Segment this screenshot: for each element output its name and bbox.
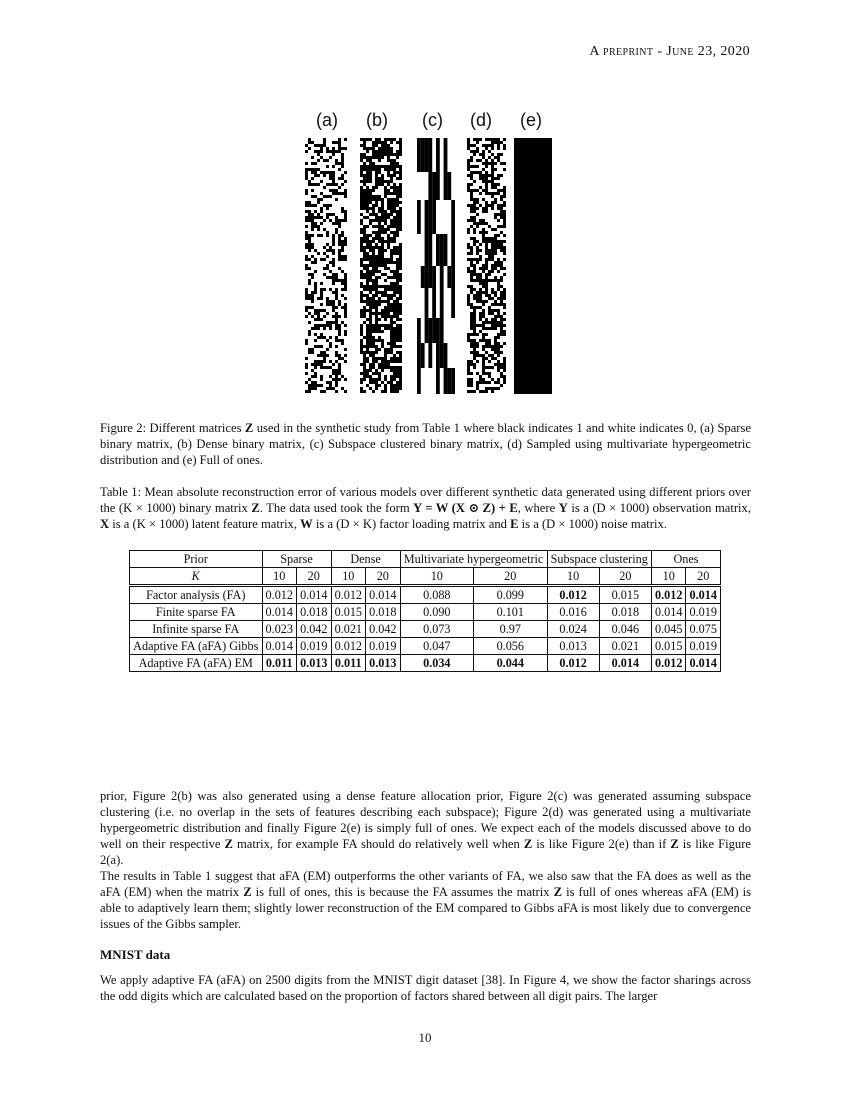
- table-k-row: [130, 568, 721, 586]
- paragraph-symbol: Z: [553, 885, 563, 899]
- table-cell-value: 0.014: [686, 655, 721, 672]
- table-cell-value: 0.088: [400, 586, 473, 604]
- table-header-prior: Prior: [130, 551, 263, 568]
- table-k-value: 10: [331, 568, 366, 586]
- table-header-group: Multivariate hypergeometric: [400, 551, 547, 568]
- table-header-group: Subspace clustering: [547, 551, 651, 568]
- table-cell-value: 0.97: [474, 621, 547, 638]
- table-cell-value: 0.021: [599, 638, 651, 655]
- table-caption-text: is a (D × K) factor loading matrix and: [312, 517, 511, 531]
- table-caption-text: , where: [517, 501, 559, 515]
- table-k-value: 20: [297, 568, 332, 586]
- table-cell-value: 0.014: [262, 638, 297, 655]
- figure-caption-rest: used in the synthetic study from Table 1 where black indicates 1 and white indicates 0, (a) Sparse binary matrix, (b) Dense binary matrix, (c) Subspace clustered binary matrix, (d) Sampled using multivariate hypergeometric distribution and (e) Full of ones.: [100, 421, 751, 467]
- table-cell-value: 0.015: [331, 604, 366, 621]
- table-k-value: 20: [366, 568, 401, 586]
- table-cell-value: 0.012: [331, 586, 366, 604]
- paragraph-results: [100, 868, 751, 932]
- table-cell-value: 0.012: [547, 586, 599, 604]
- table-cell-value: 0.099: [474, 586, 547, 604]
- table-cell-value: 0.013: [366, 655, 401, 672]
- table-cell-value: 0.012: [262, 586, 297, 604]
- table-cell-value: 0.011: [262, 655, 297, 672]
- table-cell-value: 0.023: [262, 621, 297, 638]
- paragraph-symbol: Z: [243, 885, 252, 899]
- figure-caption-prefix: Figure 2: Different matrices: [100, 421, 245, 435]
- table-caption-symbol: Y: [558, 501, 568, 515]
- matrix-panel-a: [305, 138, 347, 394]
- table-row-model-name: Finite sparse FA: [130, 604, 263, 621]
- matrix-panel-c: [417, 138, 455, 394]
- table-k-value: 20: [474, 568, 547, 586]
- table-cell-value: 0.015: [599, 586, 651, 604]
- paragraph-text: is like Figure 2(a).: [100, 837, 751, 867]
- running-header: [589, 44, 750, 60]
- paragraph-text: is full of ones whereas aFA (EM) is able to adaptively learn them; slightly lower reconstruction of the EM compared to Gibbs aFA is most likely due to convergence issues of the Gibbs sampler.: [100, 885, 751, 931]
- table-cell-value: 0.019: [366, 638, 401, 655]
- table-cell-value: 0.044: [474, 655, 547, 672]
- header-separator: -: [653, 44, 667, 59]
- figure-label-e: (e): [520, 110, 542, 130]
- table-cell-value: 0.073: [400, 621, 473, 638]
- table-header-row: [130, 551, 721, 568]
- table-cell-value: 0.019: [297, 638, 332, 655]
- table-caption-symbol: Z: [251, 501, 260, 515]
- table-cell-value: 0.015: [651, 638, 686, 655]
- table-caption-text: . The data used took the form: [259, 501, 414, 515]
- table-cell-value: 0.042: [297, 621, 332, 638]
- matrix-panel-e: [514, 138, 552, 394]
- table-row: [130, 586, 721, 604]
- table-cell-value: 0.012: [651, 655, 686, 672]
- table-caption-text: is a (D × 1000) observation matrix,: [567, 501, 751, 515]
- header-date: June 23, 2020: [666, 44, 750, 59]
- table-cell-value: 0.013: [297, 655, 332, 672]
- table-caption-equation: Y = W (X ⊙ Z) + E: [413, 501, 518, 515]
- table-cell-value: 0.018: [297, 604, 332, 621]
- table-caption-text: Table 1: Mean absolute reconstruction error of various models over different synthetic data generated using different priors over the (K × 1000) binary matrix: [100, 485, 751, 515]
- paragraph-text: is full of ones, this is because the FA assumes the matrix: [251, 885, 554, 899]
- table-cell-value: 0.012: [651, 586, 686, 604]
- page-number: 10: [418, 1030, 432, 1045]
- table-cell-value: 0.056: [474, 638, 547, 655]
- paragraph-text: The results in Table 1 suggest that aFA (EM) outperforms the other variants of FA, we also saw that the FA does as well as the aFA (EM) when the matrix: [100, 869, 751, 899]
- table-row: [130, 604, 721, 621]
- figure-label-b: (b): [366, 110, 388, 130]
- table-cell-value: 0.024: [547, 621, 599, 638]
- table-k-value: 10: [651, 568, 686, 586]
- table-k-value: 20: [686, 568, 721, 586]
- table-cell-value: 0.014: [686, 586, 721, 604]
- section-title-mnist: MNIST data: [100, 947, 171, 962]
- paragraph-text: is like Figure 2(e) than if: [532, 837, 671, 851]
- table-cell-value: 0.046: [599, 621, 651, 638]
- table-row-model-name: Factor analysis (FA): [130, 586, 263, 604]
- table-cell-value: 0.018: [599, 604, 651, 621]
- table-row-model-name: Adaptive FA (aFA) Gibbs: [130, 638, 263, 655]
- paragraph-text: matrix, for example FA should do relatively well when: [232, 837, 524, 851]
- paragraph-symbol: Z: [224, 837, 233, 851]
- table-cell-value: 0.019: [686, 604, 721, 621]
- results-table: [129, 550, 721, 672]
- table-k-value: 10: [262, 568, 297, 586]
- figure-label-a: (a): [316, 110, 338, 130]
- table-cell-value: 0.013: [547, 638, 599, 655]
- table-cell-value: 0.011: [331, 655, 366, 672]
- table-cell-value: 0.042: [366, 621, 401, 638]
- figure-label-c: (c): [422, 110, 443, 130]
- table-cell-value: 0.012: [547, 655, 599, 672]
- table-row: [130, 621, 721, 638]
- table-header-group: Dense: [331, 551, 400, 568]
- table-cell-value: 0.034: [400, 655, 473, 672]
- table-caption-text: is a (D × 1000) noise matrix.: [518, 517, 667, 531]
- matrix-panel-d: [467, 138, 507, 394]
- table-body: [130, 586, 721, 672]
- table-cell-value: 0.014: [262, 604, 297, 621]
- table-cell-value: 0.014: [297, 586, 332, 604]
- table-cell-value: 0.021: [331, 621, 366, 638]
- table-k-label: K: [130, 568, 263, 586]
- table-caption-symbol: X: [100, 517, 110, 531]
- header-preprint: A preprint: [589, 44, 654, 59]
- figure-caption: [100, 420, 751, 468]
- table-cell-value: 0.014: [599, 655, 651, 672]
- table-cell-value: 0.047: [400, 638, 473, 655]
- paragraph-symbol: Z: [523, 837, 533, 851]
- table-cell-value: 0.018: [366, 604, 401, 621]
- table-row-model-name: Adaptive FA (aFA) EM: [130, 655, 263, 672]
- table-cell-value: 0.075: [686, 621, 721, 638]
- paragraph-figure-description: [100, 788, 751, 868]
- table-cell-value: 0.016: [547, 604, 599, 621]
- table-k-value: 20: [599, 568, 651, 586]
- table-cell-value: 0.012: [331, 638, 366, 655]
- table-caption-text: is a (K × 1000) latent feature matrix,: [109, 517, 301, 531]
- paragraph-mnist: We apply adaptive FA (aFA) on 2500 digits from the MNIST digit dataset [38]. In Figure 4, we show the factor sharings across the odd digits which are calculated based on the proportion of factors shared between all digit pairs. The larger: [100, 973, 751, 1003]
- figure-caption-symbol: Z: [244, 421, 254, 435]
- table-cell-value: 0.045: [651, 621, 686, 638]
- matrix-panel-b: [360, 138, 402, 394]
- paragraph-symbol: Z: [670, 837, 679, 851]
- table-cell-value: 0.101: [474, 604, 547, 621]
- table-cell-value: 0.014: [651, 604, 686, 621]
- table-cell-value: 0.090: [400, 604, 473, 621]
- table-row: [130, 655, 721, 672]
- table-row: [130, 638, 721, 655]
- figure-label-d: (d): [470, 110, 492, 130]
- table-caption: [100, 484, 751, 532]
- table-caption-symbol: E: [510, 517, 519, 531]
- table-caption-symbol: W: [300, 517, 313, 531]
- table-k-value: 10: [400, 568, 473, 586]
- table-header-group: Sparse: [262, 551, 331, 568]
- table-row-model-name: Infinite sparse FA: [130, 621, 263, 638]
- paragraph-text: prior, Figure 2(b) was also generated using a dense feature allocation prior, Figure 2(c) was generated assuming subspace clustering (i.e. no overlap in the sets of features describing each subspace); Figure 2(d) was generated using a multivariate hypergeometric distribution and finally Figure 2(e) is simply full of ones. We expect each of the models discussed above to do well on their respective: [100, 789, 751, 851]
- table-header-group: Ones: [651, 551, 720, 568]
- table-cell-value: 0.014: [366, 586, 401, 604]
- table-cell-value: 0.019: [686, 638, 721, 655]
- table-k-value: 10: [547, 568, 599, 586]
